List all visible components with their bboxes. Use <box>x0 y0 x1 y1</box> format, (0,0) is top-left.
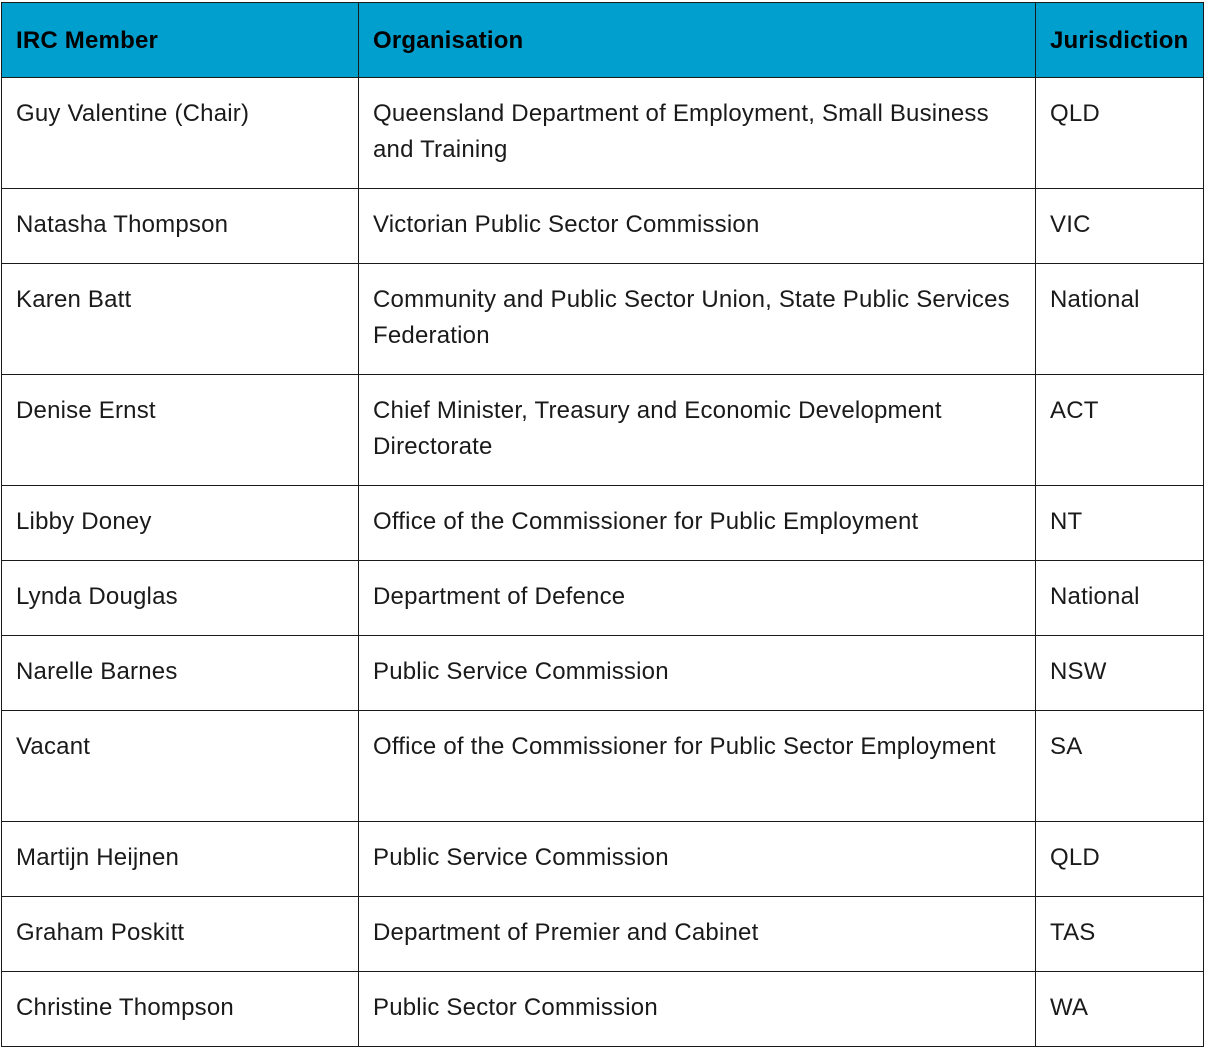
organisation-cell: Public Service Commission <box>359 822 1036 897</box>
member-cell: Libby Doney <box>2 486 359 561</box>
jurisdiction-cell: NT <box>1036 486 1204 561</box>
table-row <box>2 78 1204 189</box>
table-row <box>2 972 1204 1047</box>
member-cell: Christine Thompson <box>2 972 359 1047</box>
table-row <box>2 375 1204 486</box>
organisation-cell: Victorian Public Sector Commission <box>359 189 1036 264</box>
member-cell: Narelle Barnes <box>2 636 359 711</box>
header-organisation: Organisation <box>359 3 1036 78</box>
table-row <box>2 561 1204 636</box>
jurisdiction-cell: National <box>1036 561 1204 636</box>
table-row <box>2 636 1204 711</box>
member-cell: Lynda Douglas <box>2 561 359 636</box>
jurisdiction-cell: National <box>1036 264 1204 375</box>
member-cell: Guy Valentine (Chair) <box>2 78 359 189</box>
member-cell: Denise Ernst <box>2 375 359 486</box>
jurisdiction-cell: WA <box>1036 972 1204 1047</box>
header-irc-member: IRC Member <box>2 3 359 78</box>
irc-members-table <box>1 2 1204 1047</box>
organisation-cell: Queensland Department of Employment, Small Business and Training <box>359 78 1036 189</box>
jurisdiction-cell: QLD <box>1036 78 1204 189</box>
organisation-cell: Chief Minister, Treasury and Economic Development Directorate <box>359 375 1036 486</box>
organisation-cell: Public Service Commission <box>359 636 1036 711</box>
organisation-cell: Community and Public Sector Union, State Public Services Federation <box>359 264 1036 375</box>
jurisdiction-cell: SA <box>1036 711 1204 822</box>
jurisdiction-cell: QLD <box>1036 822 1204 897</box>
organisation-cell: Office of the Commissioner for Public Employment <box>359 486 1036 561</box>
jurisdiction-cell: ACT <box>1036 375 1204 486</box>
organisation-cell: Office of the Commissioner for Public Sector Employment <box>359 711 1036 822</box>
table-row <box>2 822 1204 897</box>
table-row <box>2 264 1204 375</box>
jurisdiction-cell: NSW <box>1036 636 1204 711</box>
table-header-row <box>2 3 1204 78</box>
member-cell: Karen Batt <box>2 264 359 375</box>
organisation-cell: Department of Defence <box>359 561 1036 636</box>
member-cell: Martijn Heijnen <box>2 822 359 897</box>
table-row <box>2 711 1204 822</box>
jurisdiction-cell: VIC <box>1036 189 1204 264</box>
organisation-cell: Department of Premier and Cabinet <box>359 897 1036 972</box>
member-cell: Vacant <box>2 711 359 822</box>
member-cell: Natasha Thompson <box>2 189 359 264</box>
table-row <box>2 897 1204 972</box>
organisation-cell: Public Sector Commission <box>359 972 1036 1047</box>
header-jurisdiction: Jurisdiction <box>1036 3 1204 78</box>
table-row <box>2 486 1204 561</box>
jurisdiction-cell: TAS <box>1036 897 1204 972</box>
member-cell: Graham Poskitt <box>2 897 359 972</box>
table-row <box>2 189 1204 264</box>
